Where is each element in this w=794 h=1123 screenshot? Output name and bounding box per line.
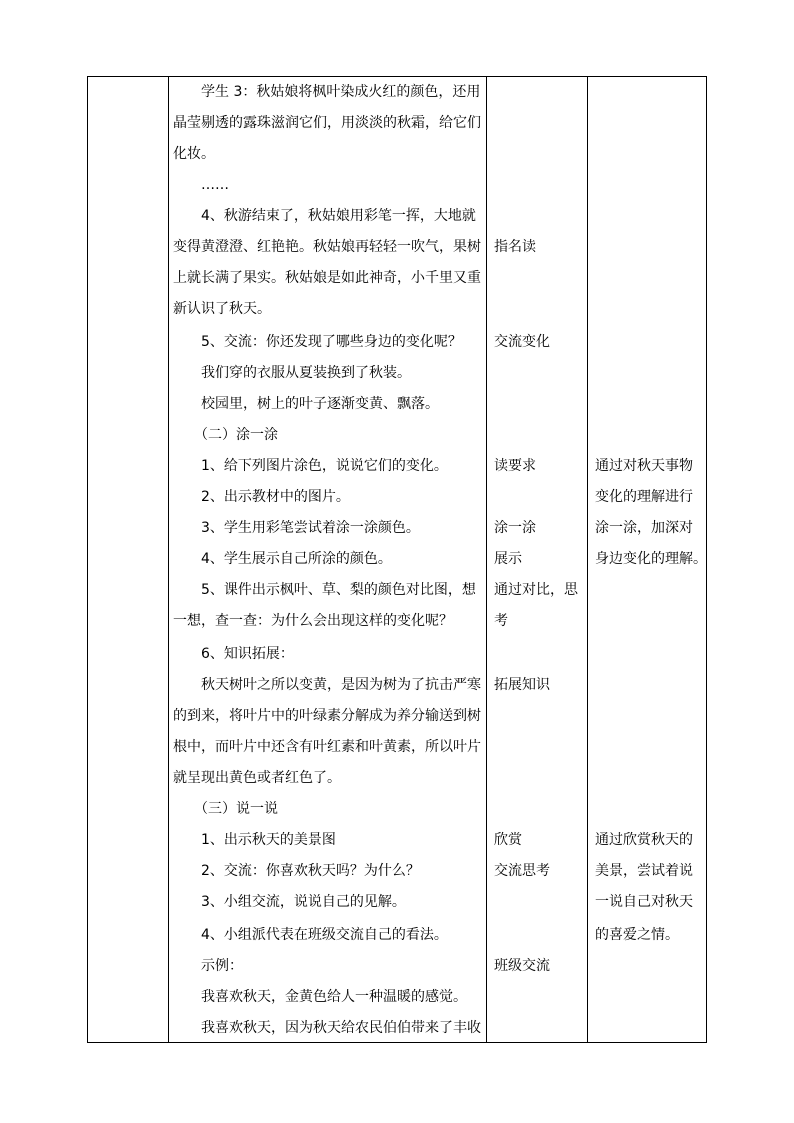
intent-line: 美景，尝试着说 [595,863,693,879]
content-line: 上就长满了果实。秋姑娘是如此神奇，小千里又重 [173,270,481,286]
content-line: 学生 3：秋姑娘将枫叶染成火红的颜色，还用 [201,84,481,100]
activity-line: 交流变化 [494,334,550,350]
content-line: 化妆。 [173,146,215,162]
activity-line: 指名读 [494,239,536,255]
content-line: 变得黄澄澄、红艳艳。秋姑娘再轻轻一吹气，果树 [173,239,481,255]
content-line: 示例： [201,958,243,974]
content-line: 1、给下列图片涂色，说说它们的变化。 [201,458,448,474]
activity-line: 读要求 [494,458,536,474]
content-line: 3、学生用彩笔尝试着涂一涂颜色。 [201,520,420,536]
content-line: 新认识了秋天。 [173,301,271,317]
content-line: 一想，查一查：为什么会出现这样的变化呢？ [173,613,453,629]
content-line: 我喜欢秋天，金黄色给人一种温暖的感觉。 [201,989,467,1005]
activity-line: 拓展知识 [494,677,550,693]
content-line: …… [201,177,229,193]
activity-line: 班级交流 [494,958,550,974]
table-col-1 [87,76,169,1043]
content-line: 我们穿的衣服从夏装换到了秋装。 [201,365,411,381]
intent-line: 一说自己对秋天 [595,894,693,910]
content-line: 校园里，树上的叶子逐渐变黄、飘落。 [201,396,439,412]
content-line: 5、交流：你还发现了哪些身边的变化呢？ [201,334,462,350]
activity-line: 考 [494,613,508,629]
section-heading: （三）说一说 [194,801,278,817]
content-line: 我喜欢秋天，因为秋天给农民伯伯带来了丰收 [201,1020,481,1036]
content-line: 秋天树叶之所以变黄，是因为树为了抗击严寒 [201,677,481,693]
section-heading: （二）涂一涂 [194,427,278,443]
content-line: 4、学生展示自己所涂的颜色。 [201,551,392,567]
content-line: 2、出示教材中的图片。 [201,489,350,505]
content-line: 晶莹剔透的露珠滋润它们，用淡淡的秋霜，给它们 [173,115,481,131]
intent-line: 涂一涂，加深对 [595,520,693,536]
content-line: 3、小组交流，说说自己的见解。 [201,894,406,910]
content-line: 4、小组派代表在班级交流自己的看法。 [201,927,448,943]
content-line: 1、出示秋天的美景图 [201,832,336,848]
content-line: 4、秋游结束了，秋姑娘用彩笔一挥，大地就 [201,208,476,224]
intent-line: 通过对秋天事物 [595,458,693,474]
activity-line: 交流思考 [494,863,550,879]
content-line: 5、课件出示枫叶、草、梨的颜色对比图，想 [201,582,476,598]
activity-line: 通过对比，思 [494,582,578,598]
content-line: 的到来，将叶片中的叶绿素分解成为养分输送到树 [173,708,481,724]
intent-line: 变化的理解进行 [595,489,693,505]
activity-line: 展示 [494,551,522,567]
content-line: 2、交流：你喜欢秋天吗？为什么？ [201,863,420,879]
intent-line: 的喜爱之情。 [595,927,679,943]
activity-line: 欣赏 [494,832,522,848]
content-line: 就呈现出黄色或者红色了。 [173,770,341,786]
content-line: 根中，而叶片中还含有叶红素和叶黄素，所以叶片 [173,739,481,755]
activity-line: 涂一涂 [494,520,536,536]
intent-line: 通过欣赏秋天的 [595,832,693,848]
intent-line: 身边变化的理解。 [595,551,707,567]
content-line: 6、知识拓展： [201,646,294,662]
